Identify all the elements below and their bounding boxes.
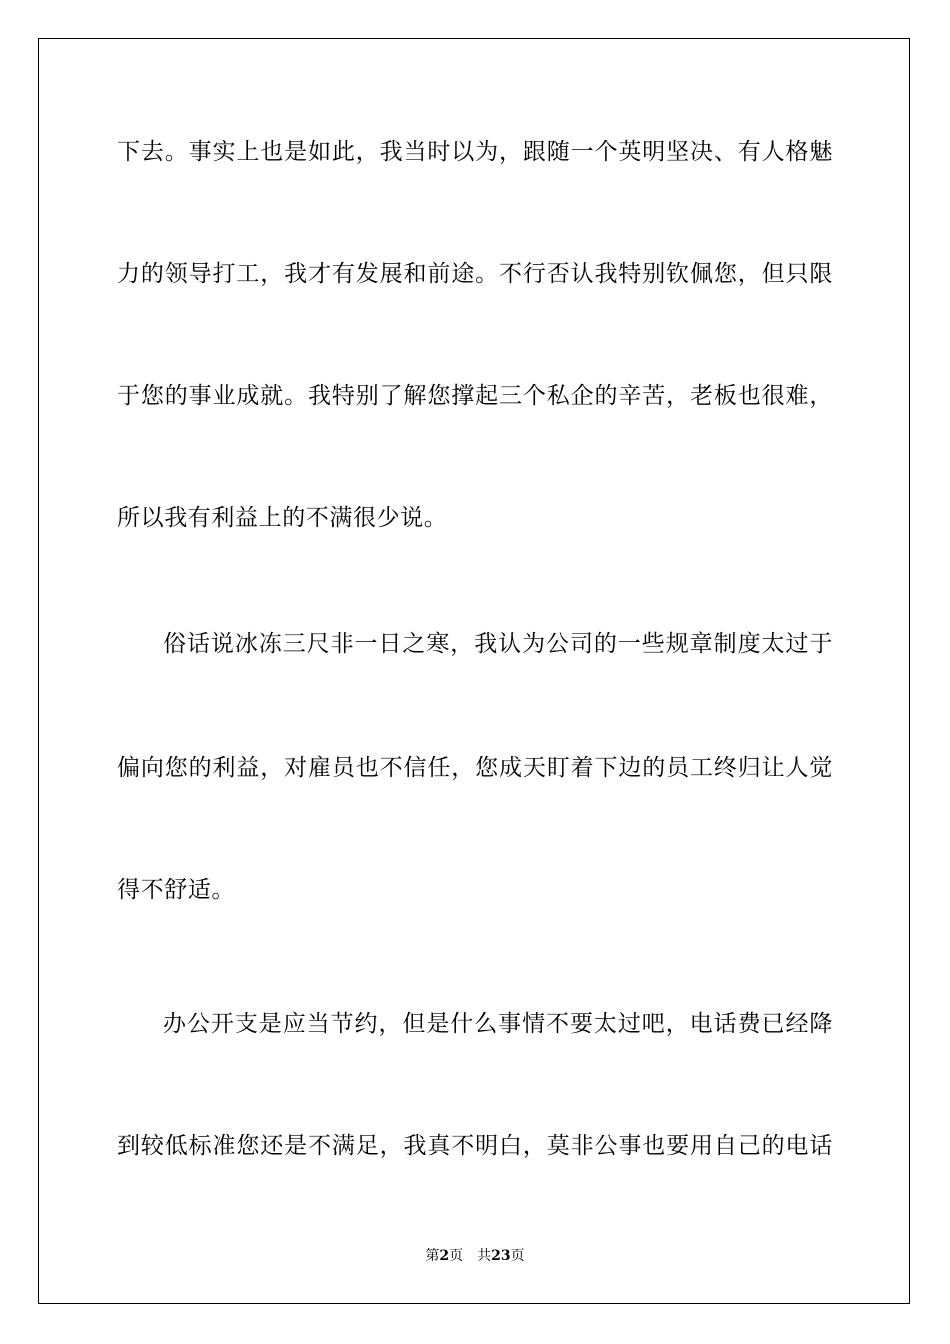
footer-page-number: 2 — [439, 1248, 450, 1264]
body-line-9: 到较低标准您还是不满足，我真不明白，莫非公事也要用自己的电话 — [117, 1133, 833, 1159]
body-line-8: 办公开支是应当节约，但是什么事情不要太过吧，电话费已经降 — [163, 1011, 833, 1037]
body-line-3: 于您的事业成就。我特别了解您撑起三个私企的辛苦，老板也很难， — [117, 383, 833, 409]
footer-page-prefix: 第 — [425, 1248, 440, 1264]
body-line-5: 俗话说冰冻三尺非一日之寒，我认为公司的一些规章制度太过于 — [163, 631, 833, 657]
page-border — [38, 38, 910, 1304]
footer-total-prefix: 共 — [477, 1248, 492, 1264]
page-footer — [0, 1247, 950, 1265]
body-line-2: 力的领导打工，我才有发展和前途。不行否认我特别钦佩您，但只限 — [117, 261, 833, 287]
footer-total-suffix: 页 — [510, 1248, 525, 1264]
footer-page-suffix: 页 — [449, 1248, 464, 1264]
body-line-7: 得不舒适。 — [117, 877, 235, 903]
body-line-4: 所以我有利益上的不满很少说。 — [117, 505, 448, 531]
footer-total-pages: 23 — [491, 1248, 511, 1264]
body-line-6: 偏向您的利益，对雇员也不信任，您成天盯着下边的员工终归让人觉 — [117, 755, 833, 781]
body-line-1: 下去。事实上也是如此，我当时以为，跟随一个英明坚决、有人格魅 — [117, 139, 833, 165]
